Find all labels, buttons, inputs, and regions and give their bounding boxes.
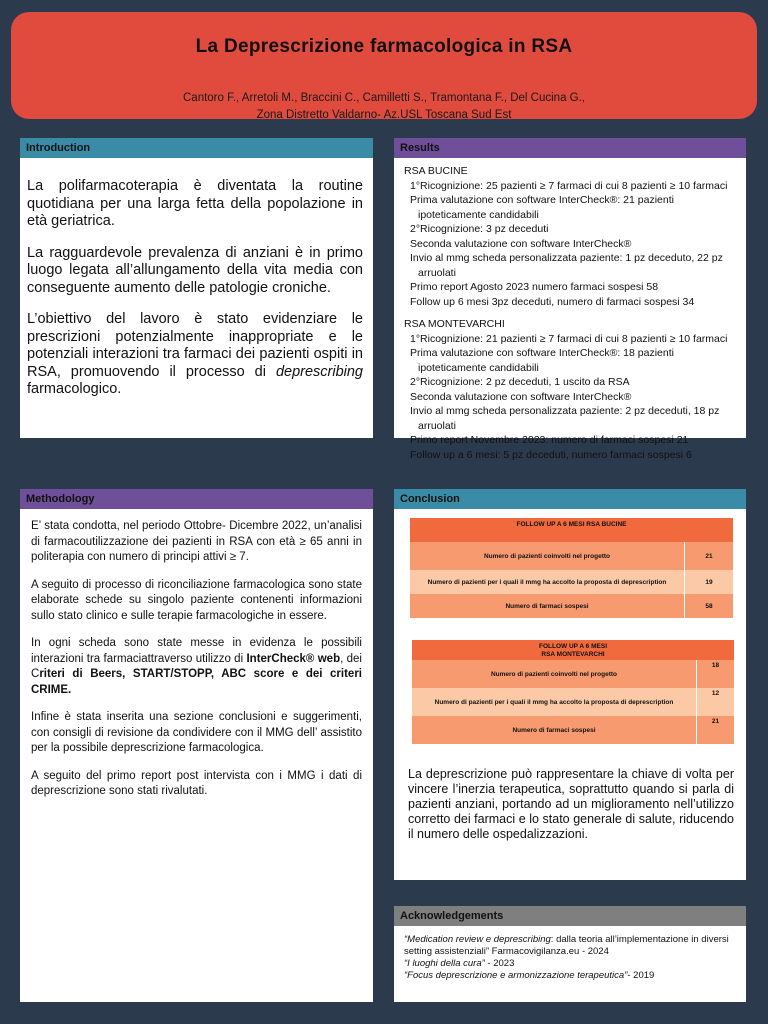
results-line: 2°Ricognizione: 2 pz deceduti, 1 uscito da RSA [410,376,630,388]
reference-item: “I luoghi della cura” - 2023 [404,958,515,969]
authors [11,90,757,124]
reference-item: “Medication review e deprescribing: dalla teoria all’implementazione in diversi setting assistenziali” Farmacovigilanza.eu - 2024 [404,934,729,957]
results-line: Seconda valutazione con software InterCheck® [410,237,632,250]
results-line: 1°Ricognizione: 21 pazienti ≥ 7 farmaci di cui 8 pazienti ≥ 10 farmaci [410,332,728,345]
results-site-title: RSA MONTEVARCHI [404,318,505,330]
acknowledgements-heading: Acknowledgements [394,906,746,926]
followup-table-bucine [410,518,733,618]
results-montevarchi [404,317,742,462]
results-line: Invio al mmg scheda personalizzata paziente: 1 pz deceduto, 22 pz [410,252,723,264]
results-line: 1°Ricognizione: 25 pazienti ≥ 7 farmaci di cui 8 pazienti ≥ 10 farmaci [410,179,728,192]
authors-names: Cantoro F., Arretoli M., Braccini C., Camilletti S., Tramontana F., Del Cucina G., [183,92,585,104]
methodology-panel [20,509,373,1002]
results-line: arruolati [418,266,456,279]
results-line: Primo report Novembre 2023: numero di farmaci sospesi 21 [410,434,689,446]
introduction-panel [20,158,373,438]
results-heading: Results [394,138,746,158]
results-bucine [404,164,742,309]
results-panel [394,158,746,461]
poster-header [11,12,757,119]
introduction-paragraph: La polifarmacoterapia è diventata la routine quotidiana per una larga fetta della popolazione in età geriatrica. [27,178,363,229]
table-row: Numero di pazienti per i quali il mmg ha accolto la proposta di deprescription 19 [410,570,733,594]
introduction-heading: Introduction [20,138,373,158]
conclusion-panel [394,509,746,880]
conclusion-text: La deprescrizione può rappresentare la chiave di volta per vincere l’inerzia terapeutica, soprattutto quando si parla di pazienti anziani, portando ad un miglioramento nell’utilizzo corretto dei farmaci e lo stato generale di salute, riducendo il numero delle ospedalizzazioni. [408,767,734,841]
results-line: Seconda valutazione con software InterCheck® [410,390,632,403]
methodology-paragraph: E’ stata condotta, nel periodo Ottobre- Dicembre 2022, un’analisi di farmacoutilizzazione dei pazienti in RSA con età ≥ 65 anni in politerapia con numero di principi attivi ≥ 7. [31,520,362,563]
methodology-heading: Methodology [20,489,373,509]
results-site-title: RSA BUCINE [404,165,468,177]
table-row: Numero di pazienti coinvolti nel progetto 21 [410,542,733,570]
followup-table-montevarchi [412,640,734,744]
results-line: Prima valutazione con software InterCheck®: 18 pazienti [410,347,674,359]
results-line: Follow up a 6 mesi: 5 pz deceduti, numero farmaci sospesi 6 [410,448,692,461]
methodology-paragraph: Infine è stata inserita una sezione conclusioni e suggerimenti, con consigli di revisione da condividere con il MMG dell’ assistito per la possibile deprescrizione farmacologica. [31,711,362,754]
table-title: FOLLOW UP A 6 MESI RSA BUCINE [516,521,627,528]
conclusion-heading: Conclusion [394,489,746,509]
results-line: arruolati [418,419,456,432]
results-line: Follow up 6 mesi 3pz deceduti, numero di farmaci sospesi 34 [410,295,695,308]
table-row: Numero di pazienti per i quali il mmg ha accolto la proposta di deprescription 12 [412,688,734,716]
authors-affiliation: Zona Distretto Valdarno- Az.USL Toscana Sud Est [256,109,512,121]
results-line: ipoteticamente candidabili [418,208,539,221]
methodology-paragraph: A seguito del primo report post intervista con i MMG i dati di deprescrizione sono stati rivalutati. [31,769,362,797]
table-row: Numero di pazienti coinvolti nel progetto 18 [412,660,734,688]
table-row: Numero di farmaci sospesi 58 [410,594,733,618]
table-title: FOLLOW UP A 6 MESI RSA MONTEVARCHI [538,642,607,658]
results-line: Prima valutazione con software InterCheck®: 21 pazienti [410,194,674,206]
results-line: ipoteticamente candidabili [418,361,539,374]
acknowledgements-panel [394,926,746,1002]
results-line: 2°Ricognizione: 3 pz deceduti [410,223,549,235]
table-row: Numero di farmaci sospesi 21 [412,716,734,744]
methodology-paragraph: A seguito di processo di riconciliazione farmacologica sono state elaborate schede su singolo paziente contenenti informazioni sullo stato clinico e sulle terapie farmacologiche in essere. [31,578,362,622]
results-line: Primo report Agosto 2023 numero farmaci sospesi 58 [410,281,659,293]
results-line: Invio al mmg scheda personalizzata paziente: 2 pz deceduti, 18 pz [410,405,720,417]
introduction-paragraph: L’obiettivo del lavoro è stato evidenziare le prescrizioni potenzialmente inappropriate e le potenziali interazioni tra farmaci dei pazienti ospiti in RSA, promuovendo il processo di deprescribing farmacologico. [27,311,363,397]
poster-title: La Deprescrizione farmacologica in RSA [195,36,573,57]
introduction-paragraph: La ragguardevole prevalenza di anziani è in primo luogo legata all’allungamento della vita media con conseguente aumento delle patologie croniche. [27,244,363,296]
reference-item: “Focus deprescrizione e armonizzazione terapeutica”- 2019 [404,970,655,981]
methodology-paragraph: In ogni scheda sono state messe in evidenza le possibili interazioni tra farmaciattraverso utilizzo di InterCheck® web, dei Criteri di Beers, START/STOPP, ABC score e dei criteri CRIME. [31,637,362,696]
